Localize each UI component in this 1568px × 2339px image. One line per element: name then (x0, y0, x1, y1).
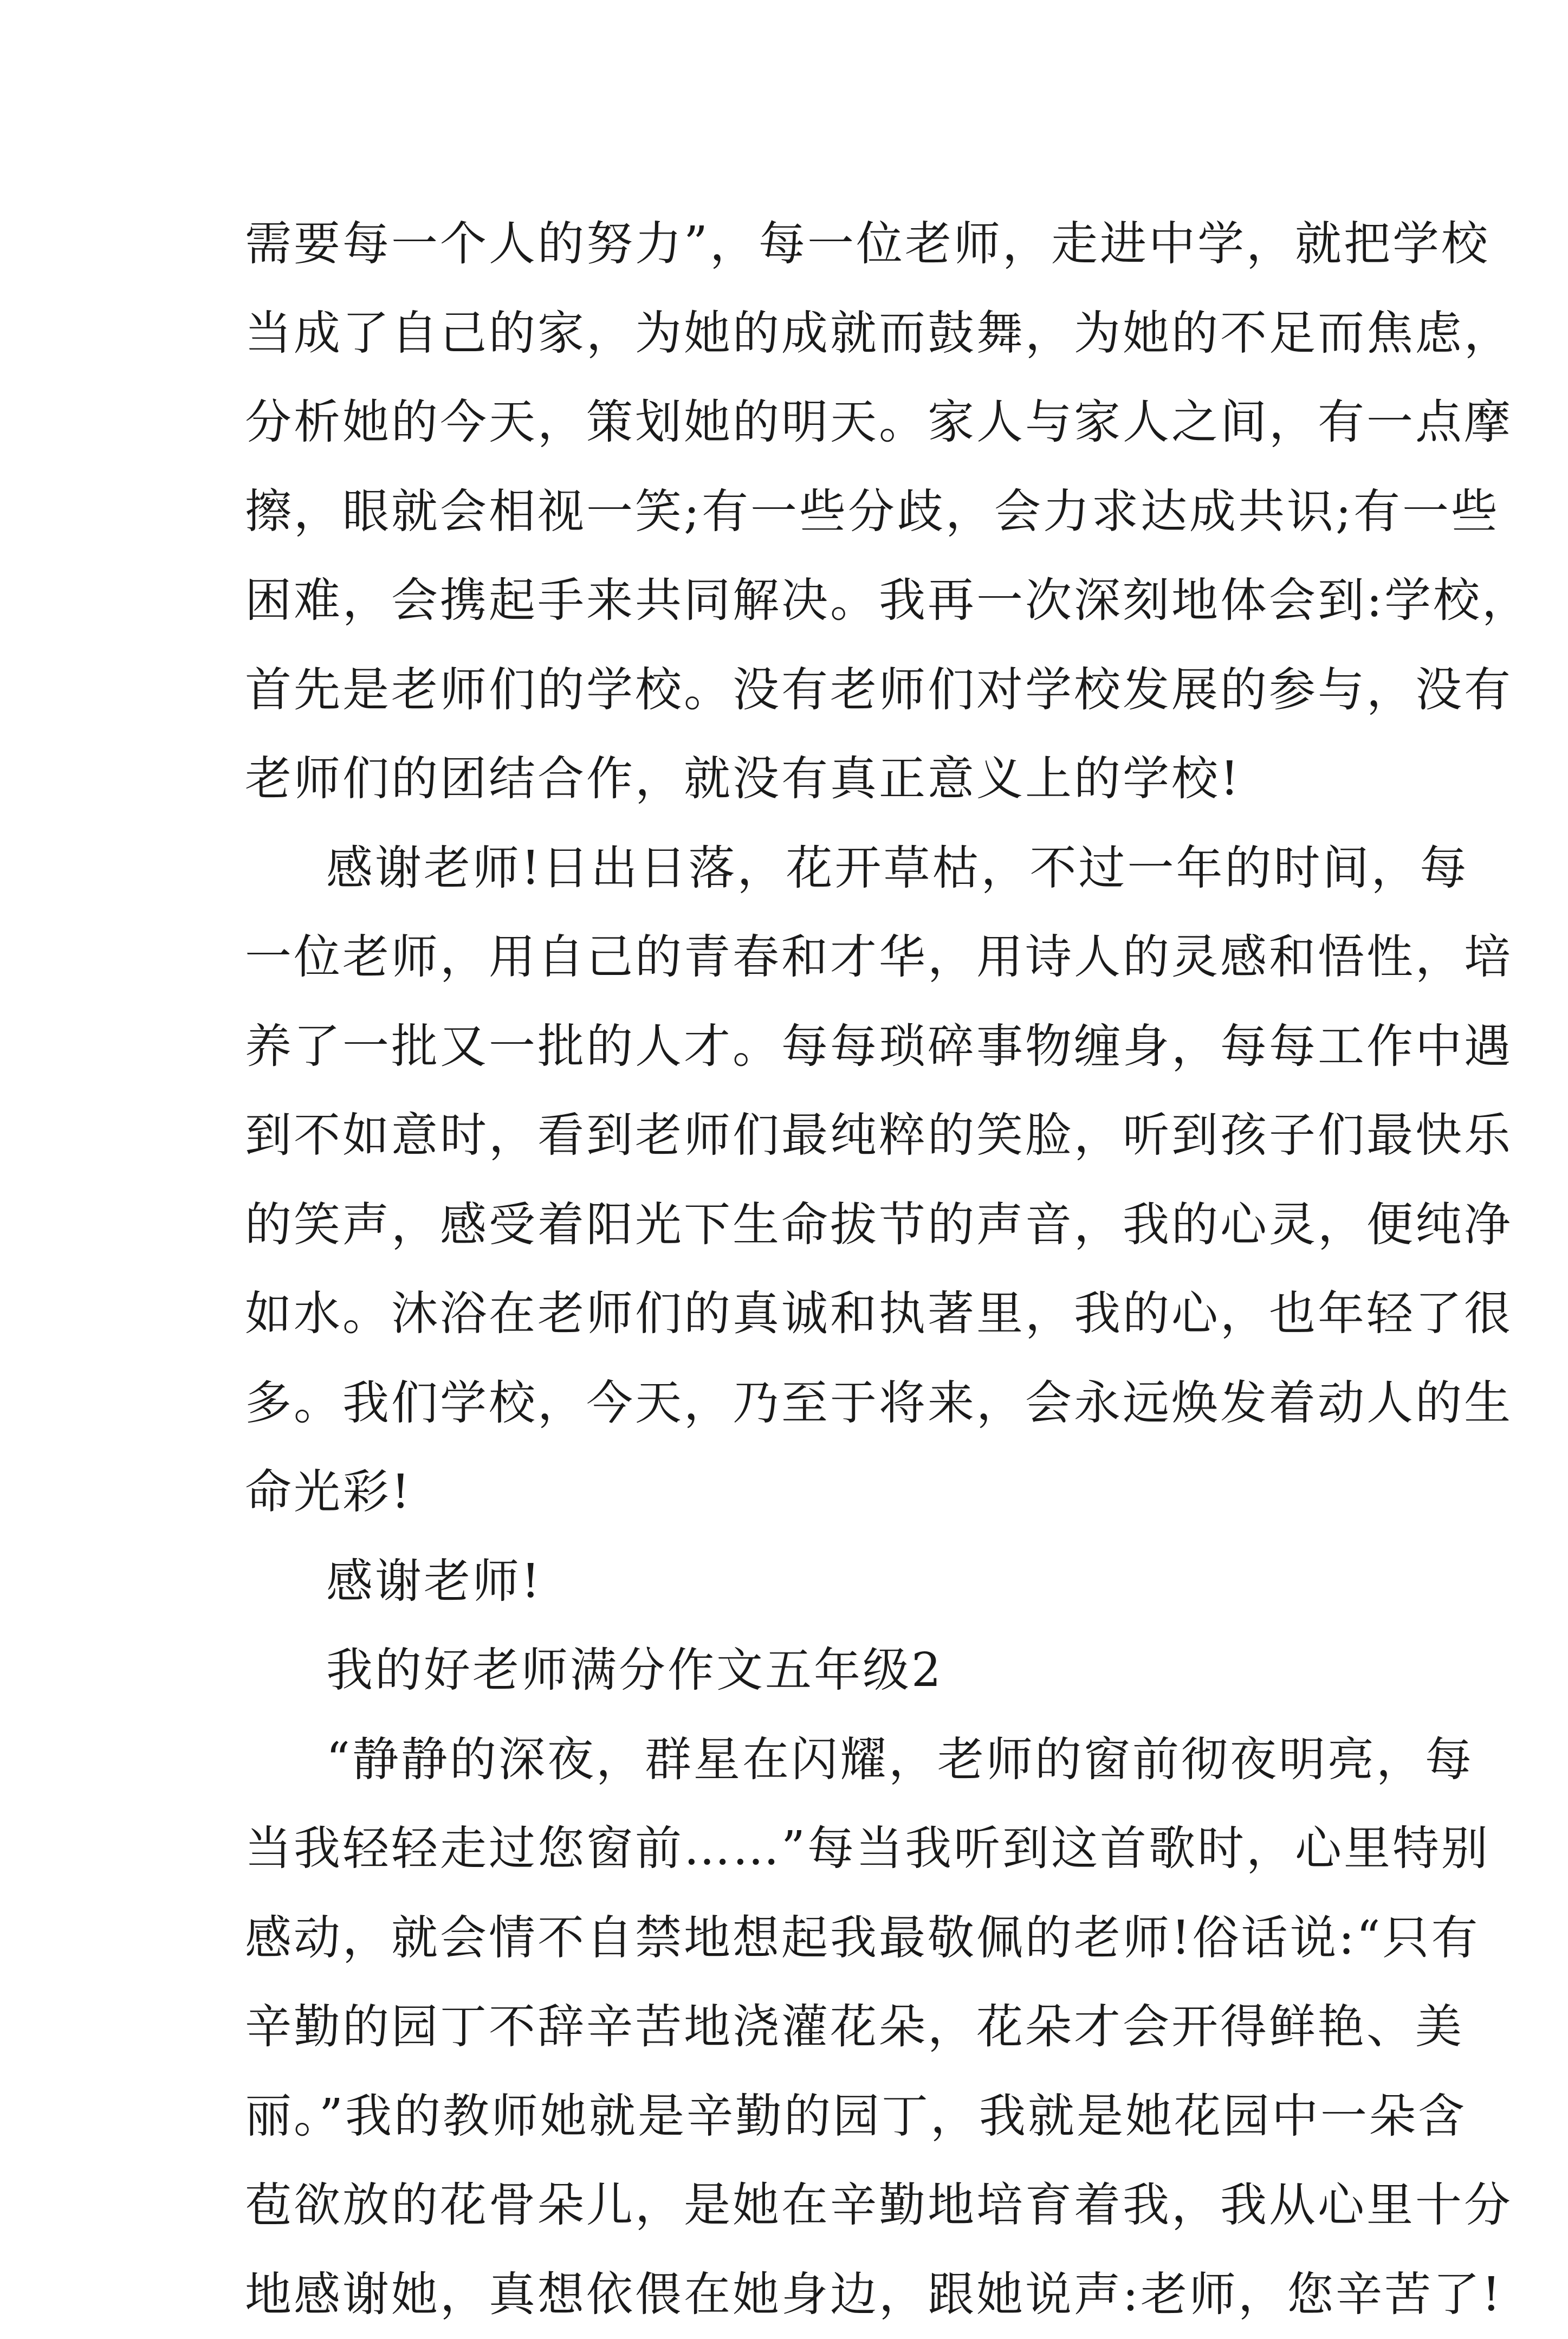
text-line: “静静的深夜，群星在闪耀，老师的窗前彻夜明亮，每 (245, 1715, 1345, 1805)
text-line: 养了一批又一批的人才。每每琐碎事物缠身，每每工作中遇 (245, 1002, 1345, 1091)
text-line: 当成了自己的家，为她的成就而鼓舞，为她的不足而焦虑， (245, 289, 1345, 378)
text-line: 的笑声，感受着阳光下生命拔节的声音，我的心灵，便纯净 (245, 1180, 1345, 1270)
paragraph (245, 824, 1345, 1537)
text-line: 首先是老师们的学校。没有老师们对学校发展的参与，没有 (245, 645, 1345, 735)
text-line: 感谢老师! (245, 1537, 1345, 1626)
text-line: 多。我们学校，今天，乃至于将来，会永远焕发着动人的生 (245, 1359, 1345, 1448)
paragraph (245, 1626, 1345, 1715)
text-line: 老师们的团结合作，就没有真正意义上的学校! (245, 734, 1345, 824)
paragraph (245, 1715, 1345, 2339)
text-line: 擦，眼就会相视一笑;有一些分歧，会力求达成共识;有一些 (245, 467, 1345, 557)
text-line: 如水。沐浴在老师们的真诚和执著里，我的心，也年轻了很 (245, 1269, 1345, 1359)
text-line: 到不如意时，看到老师们最纯粹的笑脸，听到孩子们最快乐 (245, 1091, 1345, 1180)
paragraph (245, 1537, 1345, 1626)
text-line: 分析她的今天，策划她的明天。家人与家人之间，有一点摩 (245, 378, 1345, 467)
text-line: 丽。”我的教师她就是辛勤的园丁，我就是她花园中一朵含 (245, 2072, 1345, 2161)
text-line: 感谢老师!日出日落，花开草枯，不过一年的时间，每 (245, 824, 1345, 913)
text-line: 命光彩! (245, 1448, 1345, 1537)
paragraph (245, 199, 1345, 824)
text-line: 苞欲放的花骨朵儿，是她在辛勤地培育着我，我从心里十分 (245, 2161, 1345, 2250)
text-line: 感动，就会情不自禁地想起我最敬佩的老师!俗话说:“只有 (245, 1894, 1345, 1983)
text-line: 我的好老师满分作文五年级2 (245, 1626, 1345, 1715)
text-line: 地感谢她，真想依偎在她身边，跟她说声:老师，您辛苦了! (245, 2250, 1345, 2339)
text-line: 辛勤的园丁不辞辛苦地浇灌花朵，花朵才会开得鲜艳、美 (245, 1982, 1345, 2072)
text-line: 困难，会携起手来共同解决。我再一次深刻地体会到:学校， (245, 556, 1345, 645)
text-line: 需要每一个人的努力”，每一位老师，走进中学，就把学校 (245, 199, 1345, 289)
document-body (245, 199, 1345, 2339)
text-line: 一位老师，用自己的青春和才华，用诗人的灵感和悟性，培 (245, 913, 1345, 1002)
text-line: 当我轻轻走过您窗前……”每当我听到这首歌时，心里特别 (245, 1804, 1345, 1894)
